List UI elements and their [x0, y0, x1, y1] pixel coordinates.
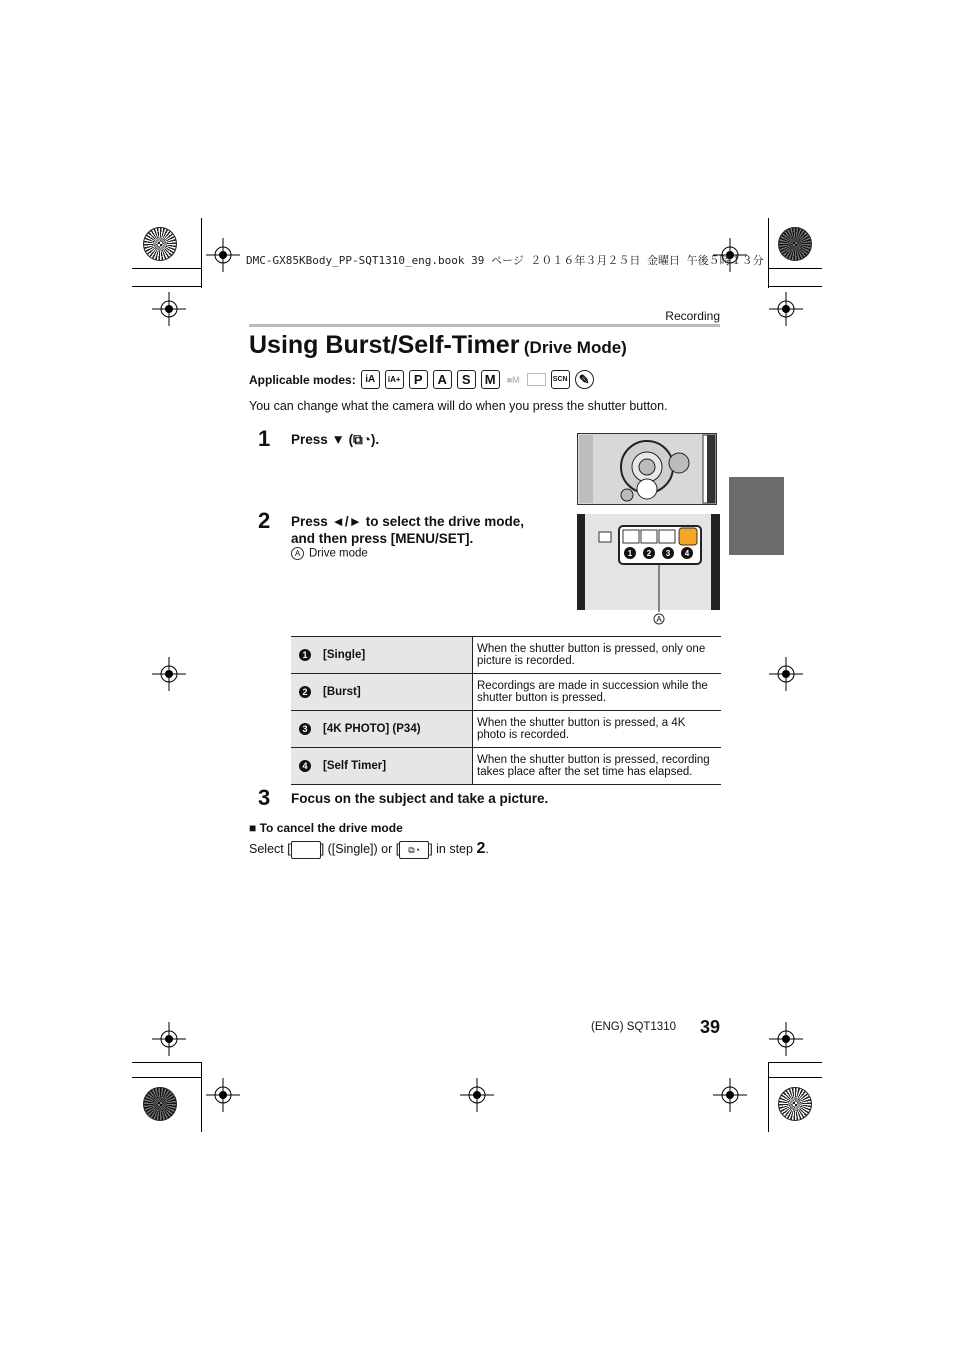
ia-plus-mode-icon: iA+	[385, 370, 404, 389]
star-target-icon	[143, 1087, 177, 1121]
number-badge: 4	[299, 760, 311, 772]
drive-mode-screen-figure	[577, 514, 720, 628]
camera-dial-figure	[577, 433, 717, 505]
cancel-prefix: Select [	[249, 842, 291, 856]
table-row	[291, 674, 721, 711]
star-target-icon	[778, 227, 812, 261]
title-sub: (Drive Mode)	[523, 338, 627, 357]
step-2-number: 2	[258, 508, 271, 533]
table-label-cell	[291, 674, 473, 711]
registration-mark-icon	[152, 657, 186, 691]
ia-mode-icon: iA	[361, 370, 380, 389]
step-2-note-text: Drive mode	[309, 547, 368, 560]
star-target-icon	[143, 227, 177, 261]
table-desc-cell	[473, 748, 722, 785]
number-badge: 1	[299, 649, 311, 661]
desc-line: picture is recorded.	[477, 655, 575, 667]
section-rule	[249, 324, 720, 327]
desc-line: When the shutter button is pressed, only one	[477, 643, 706, 655]
desc-line: When the shutter button is pressed, a 4K	[477, 717, 686, 729]
page-title	[249, 331, 627, 360]
title-main: Using Burst/Self-Timer	[249, 331, 520, 359]
crop-mark	[768, 1062, 822, 1063]
table-desc-cell	[473, 711, 722, 748]
creative-mode-icon: ✎	[575, 370, 594, 389]
registration-mark-icon	[206, 238, 240, 272]
crop-mark	[768, 268, 822, 269]
movie-mode-icon: ■M	[506, 374, 520, 385]
m-mode-icon: M	[481, 370, 500, 389]
desc-line: photo is recorded.	[477, 729, 570, 741]
crop-mark	[132, 1062, 202, 1063]
intro-text: You can change what the camera will do when you press the shutter button.	[249, 399, 668, 413]
crop-mark	[768, 218, 769, 288]
step-1-text: Press ▼ (⧉◔).	[291, 432, 380, 447]
table-desc-cell	[473, 674, 722, 711]
cancel-end: .	[485, 842, 489, 856]
number-badge: 3	[299, 723, 311, 735]
burst-off-icon: ⧉◔	[399, 841, 429, 859]
table-label-cell	[291, 711, 473, 748]
custom-mode-icon	[527, 373, 546, 386]
table-desc-cell	[473, 637, 722, 674]
registration-mark-icon	[152, 292, 186, 326]
table-label-cell	[291, 637, 473, 674]
drive-label: [Burst]	[323, 686, 361, 699]
step-2-line-1: Press ◄/► to select the drive mode,	[291, 514, 525, 529]
drive-label: [Self Timer]	[323, 760, 387, 773]
figure-num-4: 4	[684, 549, 690, 558]
crop-mark	[132, 268, 202, 269]
desc-line: When the shutter button is pressed, recording	[477, 754, 710, 766]
step-2-line-2: and then press [MENU/SET].	[291, 531, 474, 546]
crop-mark	[768, 1077, 822, 1078]
number-badge: 2	[299, 686, 311, 698]
drive-label: [Single]	[323, 649, 366, 662]
single-mode-icon	[291, 841, 321, 859]
crop-mark	[768, 1062, 769, 1132]
desc-line: Recordings are made in succession while the	[477, 680, 708, 692]
figure-num-2: 2	[646, 549, 652, 558]
registration-mark-icon	[460, 1078, 494, 1112]
crop-mark	[201, 218, 202, 288]
step-3-text: Focus on the subject and take a picture.	[291, 791, 549, 806]
applicable-modes	[249, 370, 594, 389]
table-row	[291, 711, 721, 748]
crop-mark	[132, 1077, 202, 1078]
cancel-step-number: 2	[476, 840, 486, 857]
chapter-side-tab	[729, 477, 784, 555]
drive-label: [4K PHOTO] (P34)	[323, 723, 421, 736]
step-2-text	[291, 513, 524, 547]
star-target-icon	[778, 1087, 812, 1121]
step-3-number: 3	[258, 785, 271, 810]
desc-line: shutter button is pressed.	[477, 692, 607, 704]
registration-mark-icon	[769, 657, 803, 691]
cancel-middle: ] ([Single]) or [	[320, 842, 400, 856]
registration-mark-icon	[152, 1022, 186, 1056]
scn-mode-icon: SCN	[551, 370, 570, 389]
table-row	[291, 748, 721, 785]
figure-callout-a: A	[656, 615, 662, 624]
applicable-modes-label: Applicable modes:	[249, 372, 356, 387]
page-number: 39	[700, 1017, 721, 1037]
figure-num-3: 3	[665, 549, 671, 558]
registration-mark-icon	[206, 1078, 240, 1112]
s-mode-icon: S	[457, 370, 476, 389]
cancel-text	[249, 840, 489, 859]
drive-mode-table	[291, 636, 721, 785]
cancel-heading	[249, 821, 403, 835]
a-mode-icon: A	[433, 370, 452, 389]
table-row	[291, 637, 721, 674]
step-2-note	[291, 547, 368, 560]
cancel-suffix: ] in step	[429, 842, 477, 856]
desc-line: takes place after the set time has elapsed.	[477, 766, 693, 778]
callout-a-icon: A	[291, 547, 304, 560]
square-bullet-icon: ■	[249, 821, 257, 835]
cancel-heading-text: To cancel the drive mode	[259, 821, 403, 835]
p-mode-icon: P	[409, 370, 428, 389]
registration-mark-icon	[769, 292, 803, 326]
registration-mark-icon	[713, 1078, 747, 1112]
registration-mark-icon	[769, 1022, 803, 1056]
figure-num-1: 1	[627, 549, 633, 558]
crop-mark	[201, 1062, 202, 1132]
section-label: Recording	[665, 309, 720, 323]
footer-code: (ENG) SQT1310	[591, 1021, 676, 1033]
print-header: DMC-GX85KBody_PP-SQT1310_eng.book 39 ページ ２０１６年３月２５日 金曜日 午後５時１３分	[246, 254, 764, 267]
crop-mark	[132, 286, 202, 287]
step-1-number: 1	[258, 426, 271, 451]
crop-mark	[768, 286, 822, 287]
table-label-cell	[291, 748, 473, 785]
